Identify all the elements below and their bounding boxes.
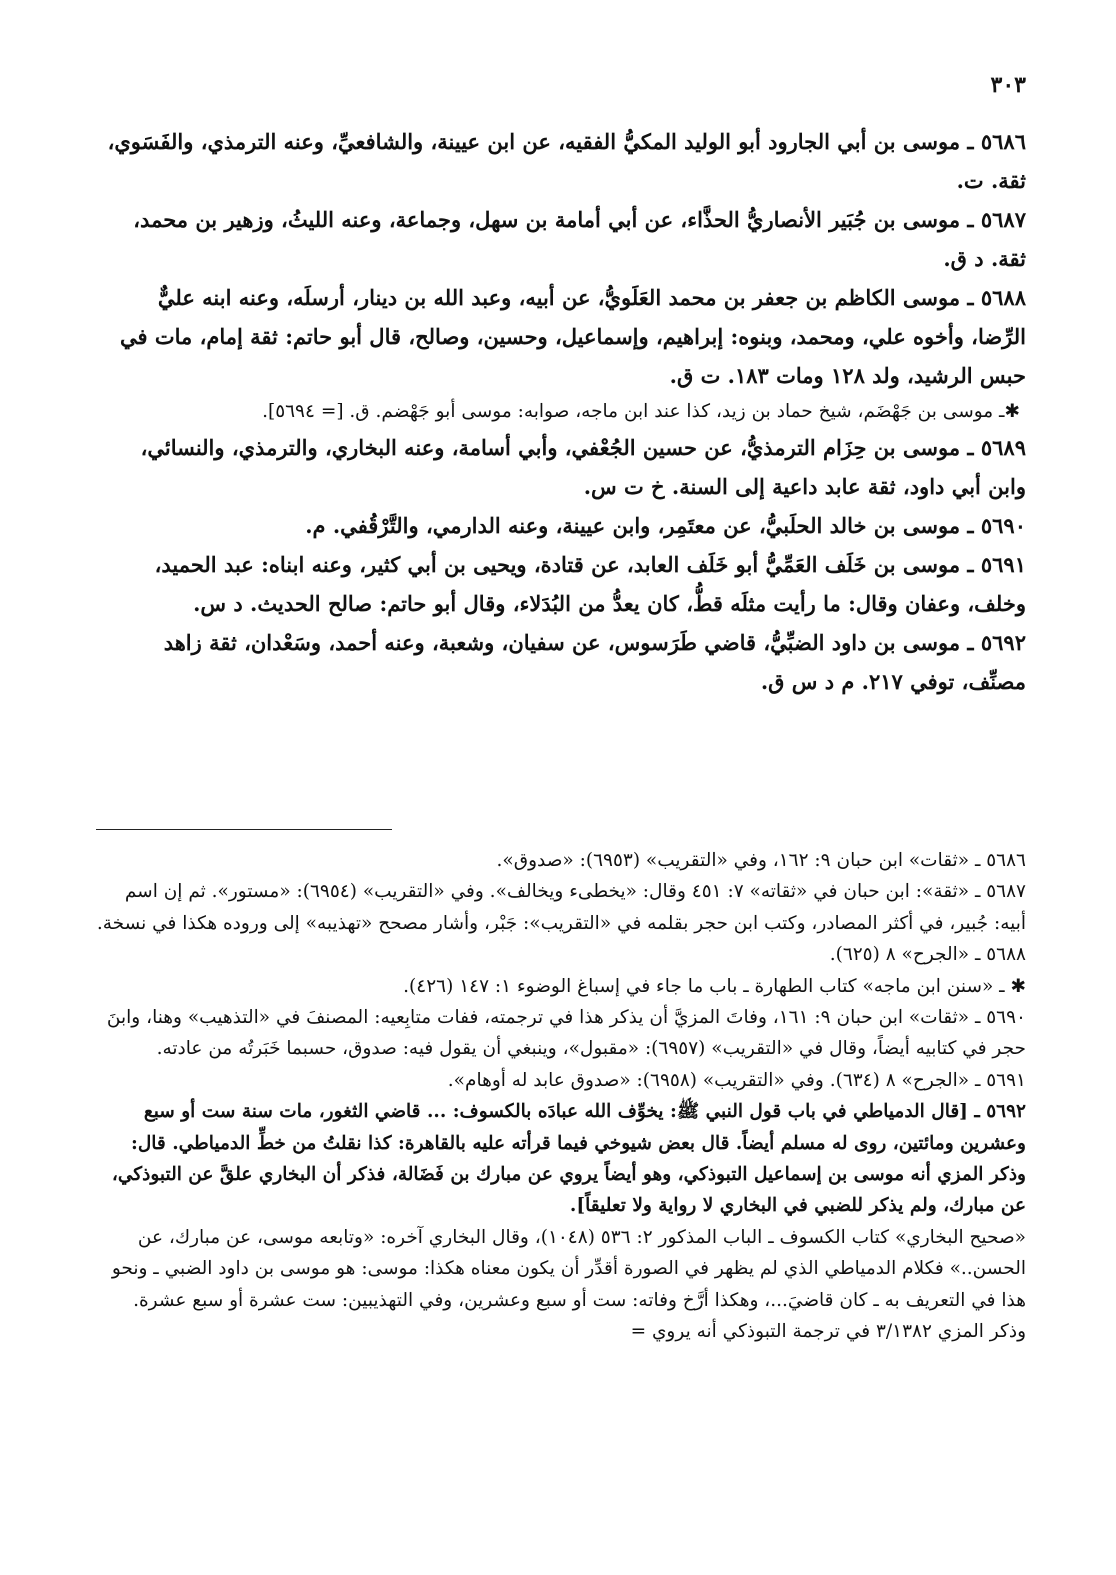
entry-5689: ٥٦٨٩ ـ موسى بن حِزَام الترمذيُّ، عن حسين الجُعْفي، وأبي أسامة، وعنه البخاري، والترمذي، والنسائي، وابن أبي داود، ثقة عابد داعية إلى السنة. خ ت س. [140,435,1026,499]
entry-5690: ٥٦٩٠ ـ موسى بن خالد الحلَبيُّ، عن معتَمِر، وابن عيينة، وعنه الدارمي، والتَّرْقُفي. م. [305,513,1026,538]
footnote-star: ✱ ـ «سنن ابن ماجه» كتاب الطهارة ـ باب ما جاء في إسباغ الوضوء ١: ١٤٧ (٤٢٦). [403,975,1026,997]
asterisk-icon: ✱ [1004,401,1020,422]
footnotes [96,845,1026,1348]
footnote-divider [96,829,392,830]
page-number: ٣٠٣ [990,72,1026,98]
entry-star: ✱ـ موسى بن جَهْضَم، شيخ حماد بن زيد، كذا عند ابن ماجه، صوابه: موسى أبو جَهْضم. ق. [= ٥٦٩٤]. [96,395,1020,428]
footnote-5690: ٥٦٩٠ ـ «ثقات» ابن حبان ٩: ١٦١، وفاتَ المزيَّ أن يذكر هذا في ترجمته، ففات متابِعيه: المصنفَ في «التذهيب» وهنا، وابنَ حجر في كتابيه أيضاً، وقال في «التقريب» (٦٩٥٧): «مقبول»، وينبغي أن يقول فيه: صدوق، حسبما خَبَرتُه من عادته. [106,1007,1026,1060]
footnote-5692: ٥٦٩٢ ـ [قال الدمياطي في باب قول النبي ﷺ: يخوِّف الله عبادَه بالكسوف: ... قاضي الثغور، مات سنة ست أو سبع وعشرين ومائتين، روى له مسلم أيضاً. قال بعض شيوخي فيما قرأته عليه بالقاهرة: كذا نقلتُ من خطِّ الدمياطي. قال: وذكر المزي أنه موسى بن إسماعيل التبوذكي، وهو أيضاً يروي عن مبارك بن فَضَالة، فذكر أن البخاري علقَّ عن التبوذكي، عن مبارك، ولم يذكر للضبي في البخاري لا رواية ولا تعليقاً]. [111,1101,1026,1217]
entry-5687: ٥٦٨٧ ـ موسى بن جُبَير الأنصاريُّ الحذَّاء، عن أبي أمامة بن سهل، وجماعة، وعنه الليثُ، وزهير بن محمد، ثقة. د ق. [133,207,1026,271]
footnote-5691: ٥٦٩١ ـ «الجرح» ٨ (٦٣٤). وفي «التقريب» (٦٩٥٨): «صدوق عابد له أوهام». [447,1069,1026,1091]
entry-5691: ٥٦٩١ ـ موسى بن خَلَف العَمِّيُّ أبو خَلَف العابد، عن قتادة، ويحيى بن أبي كثير، وعنه ابناه: عبد الحميد، وخلف، وعفان وقال: ما رأيت مثلَه قطُّ، كان يعدُّ من البُدَلاء، وقال أبو حاتم: صالح الحديث. د س. [154,552,1026,616]
entry-5692: ٥٦٩٢ ـ موسى بن داود الضبِّيُّ، قاضي طَرَسوس، عن سفيان، وشعبة، وعنه أحمد، وسَعْدان، ثقة زاهد مصنِّف، توفي ٢١٧. م د س ق. [163,630,1026,694]
biography-entries [96,122,1026,701]
entry-5688: ٥٦٨٨ ـ موسى الكاظم بن جعفر بن محمد العَلَويُّ، عن أبيه، وعبد الله بن دينار، أرسلَه، وعنه ابنه عليٌّ الرِّضا، وأخوه علي، ومحمد، وبنوه: إبراهيم، وإسماعيل، وحسين، وصالح، قال أبو حاتم: ثقة إمام، مات في حبس الرشيد، ولد ١٢٨ ومات ١٨٣. ت ق. [120,285,1026,388]
footnote-5692-continued: «صحيح البخاري» كتاب الكسوف ـ الباب المذكور ٢: ٥٣٦ (١٠٤٨)، وقال البخاري آخره: «وتابعه موسى، عن مبارك، عن الحسن..» فكلام الدمياطي الذي لم يظهر في الصورة أقدِّر أن يكون معناه هكذا: موسى: هو موسى بن داود الضبي ـ ونحو هذا في التعريف به ـ كان قاضيَ...، وهكذا أرَّخ وفاته: ست أو سبع وعشرين، وفي التهذيبين: ست عشرة أو سبع عشرة. وذكر المزي ٣/١٣٨٢ في ترجمة التبوذكي أنه يروي = [111,1226,1026,1343]
footnote-5687: ٥٦٨٧ ـ «ثقة»: ابن حبان في «ثقاته» ٧: ٤٥١ وقال: «يخطىء ويخالف». وفي «التقريب» (٦٩٥٤): «مستور». ثم إن اسم أبيه: جُبير، في أكثر المصادر، وكتب ابن حجر بقلمه في «التقريب»: جَبْر، وأشار مصحح «تهذيبه» إلى وروده هكذا في نسخة. [96,881,1026,934]
footnote-5688: ٥٦٨٨ ـ «الجرح» ٨ (٦٢٥). [829,944,1026,966]
entry-5686: ٥٦٨٦ ـ موسى بن أبي الجارود أبو الوليد المكيُّ الفقيه، عن ابن عيينة، والشافعيِّ، وعنه الترمذي، والفَسَوي، ثقة. ت. [107,129,1026,193]
footnote-5686: ٥٦٨٦ ـ «ثقات» ابن حبان ٩: ١٦٢، وفي «التقريب» (٦٩٥٣): «صدوق». [496,850,1026,871]
